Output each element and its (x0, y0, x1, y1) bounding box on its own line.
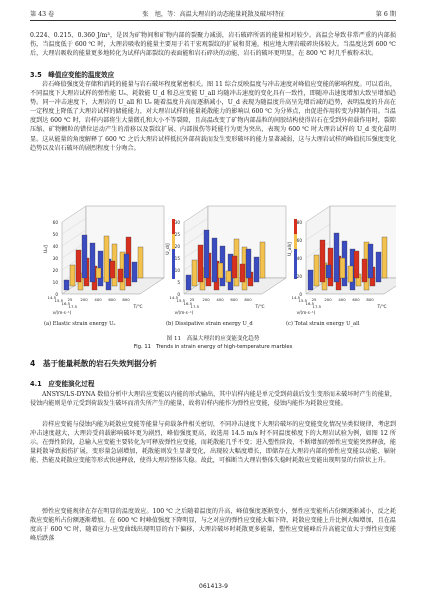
colorbar-segment (172, 249, 175, 254)
z-tick-label: 40 (296, 256, 302, 261)
z-tick-label: 5 (177, 280, 180, 285)
paragraph-temperature-effect: 弹性应变能规律在存在明显的温度效应。100 ℃ 之后随着温度的升高，峰值强度逐渐变小，弹性应变能所占份额逐渐减小，反之耗散应变能所占份额逐渐增加。在 600 ℃ 时峰值强度下降明显，与之对应的弹性应变能大幅下降，耗散应变能上升比例大幅增加，且在温度高于 600 ℃ 时，随着应力-应变曲线出现明显的右下偏移，大理岩破坏时耗散更多能量，塑性应变能峰后升高能定值大于弹性应变能峰后跌落 (30, 508, 396, 543)
z-tick-label: 60 (296, 238, 302, 243)
bar (334, 233, 339, 282)
z-tick-label: 20 (296, 274, 302, 279)
colorbar-segment (294, 264, 297, 269)
temperature-axis-label: T/℃ (377, 305, 387, 310)
temperature-tick-label: 25 (189, 297, 195, 302)
colorbar-segment (294, 249, 297, 254)
z-tick-label: 0 (55, 292, 58, 297)
z-tick-label: 10 (174, 268, 180, 273)
bar (340, 258, 345, 278)
running-title: 张 旭，等：高温大理岩的动态能量耗散及破坏特征 (142, 11, 285, 18)
velocity-tick-label: 17.5 (68, 304, 77, 309)
bar (90, 243, 95, 282)
bar (76, 250, 81, 282)
bar (326, 265, 331, 278)
temperature-tick-label: 400 (216, 297, 224, 302)
bar (96, 268, 101, 278)
temperature-tick-label: 600 (352, 297, 360, 302)
z-tick-label: 25 (174, 232, 180, 237)
z-tick-label: 30 (174, 220, 180, 225)
bar (254, 257, 259, 282)
bar (118, 269, 123, 282)
temperature-tick-label: 400 (338, 297, 346, 302)
bar (186, 275, 191, 290)
velocity-tick-label: 15.5 (298, 298, 307, 303)
z-tick-label: 15 (174, 256, 180, 261)
bar (104, 236, 109, 282)
bar (198, 245, 203, 282)
velocity-axis-label: v/(m·s⁻¹) (174, 310, 194, 315)
bar (376, 252, 381, 282)
bar (240, 264, 245, 282)
bar (218, 263, 223, 278)
journal-volume: 第 43 卷 (30, 11, 55, 18)
panel-a-caption: (a) Elastic strain energy Uₑ (44, 321, 116, 327)
velocity-axis-label: v/(m·s⁻¹) (296, 310, 316, 315)
paragraph-ansys: ANSYS/LS-DYNA 数值分析中大理岩应变能以内能的形式输出，其中岩样内能是单元受到荷载后发生变形而未破坏时产生的能量，侵蚀内能则是单元受到荷载发生破坏而消失所产生的能量，故将岩样内能作为弹性应变能，侵蚀内能作为耗散应变能。 (30, 391, 396, 408)
bar (64, 280, 69, 290)
velocity-tick-label: 16.5 (305, 301, 314, 306)
journal-issue: 第 6 期 (375, 11, 396, 18)
paragraph-peak-energy: 岩石峰值强度处存储和消耗的能量与岩石破坏程度紧密相关。图 11 综合反映温度与冲击速度对峰值应变能的影响程度。可以看出，不同温度下大理岩试样的弹性能 Uₑ、耗散能 U_d 和总应变能 U_all 均随冲击速度的变化具有一致性，即随冲击速度增加大致呈增加趋势。同一冲击速度下，大理岩的 U_all 和 Uₑ 随着温度升高而逐渐减小，U_d 表现为随温度升高呈先增后减的趋势，表明温度的升高在一定程度上降低了大理岩试样的储能能力，对大理岩试样的能量耗散能力的影响以 600 ℃ 为分界点，由促进作用转变为抑制作用。当温度到达 600 ℃ 时，岩样内部将生大量微孔和大小不等裂隙，且高温改变了矿物内部晶粒的间胶结构使得岩石在受到外荷载作用时，裂隙压缩、矿物颗粒的错位运动产生的滑移以及裂纹扩展、内部损伤等耗能行为更为突出，表现为 600 ℃ 时大理岩试样的 U_d 变化最明显。这从能量的角度解释了 600 ℃ 之后大理岩试样抵抗外部荷载而发生变形破坏的能力显著减弱，这与大理岩试样的峰值抗压强度变化趋势以及岩石破坏的剧烈程度十分吻合。 (30, 81, 396, 152)
z-tick-label: 0 (299, 292, 302, 297)
bar (368, 244, 373, 278)
bar (246, 249, 251, 278)
bar (132, 262, 137, 282)
bar (82, 235, 87, 278)
figure-11-caption-cn: 图 11 高温大理岩的应变能变化趋势 (166, 336, 260, 342)
page-number: 061413-9 (199, 583, 228, 590)
bar (348, 266, 353, 282)
velocity-tick-label: 16.5 (183, 301, 192, 306)
bar (70, 265, 75, 286)
z-tick-label: 80 (296, 220, 302, 225)
panel-b-caption: (b) Dissipative strain energy U_d (166, 321, 253, 327)
colorbar-segment (172, 274, 175, 279)
bar (192, 260, 197, 286)
bar (308, 270, 313, 290)
bar (212, 238, 217, 282)
z-tick-label: 0 (177, 292, 180, 297)
z-axis-label: U_all/J (288, 242, 293, 256)
temperature-axis-label: T/℃ (133, 305, 143, 310)
z-tick-label: 20 (52, 268, 58, 273)
paragraph-continued: 0.224、0.215、0.360 J/m³，是因为矿物间和矿物内部的裂聚力减弱，岩石破碎所需的能量相对较少。高温会导致非常严重的内部损伤，当温度低于 600 ℃ 时，大理岩吸收的能量主要用于若干宏观裂纹的扩展和贯通，相应地大理岩破碎块体较大。当温度达到 600 ℃ 后，大理岩吸收的能量更多地转化为试样内部裂纹的表面能和岩石碎块的动能，岩石的破坏更明显，在 800 ℃ 时几乎被粉末状。 (30, 32, 398, 58)
velocity-tick-label: 14.5 (291, 295, 300, 300)
z-tick-label: 40 (52, 244, 58, 249)
velocity-axis-label: v/(m·s⁻¹) (52, 310, 72, 315)
velocity-tick-label: 17.5 (312, 304, 321, 309)
bar (354, 251, 359, 278)
header-rule (30, 20, 396, 21)
velocity-tick-label: 15.5 (54, 298, 63, 303)
z-axis-label: U_d/J (166, 243, 171, 255)
temperature-axis-label: T/℃ (255, 305, 265, 310)
velocity-tick-label: 16.5 (61, 301, 70, 306)
velocity-tick-label: 14.5 (47, 295, 56, 300)
temperature-tick-label: 25 (311, 297, 317, 302)
colorbar-segment (294, 229, 297, 234)
bar (110, 261, 115, 278)
z-tick-label: 20 (174, 244, 180, 249)
bar (320, 240, 325, 282)
temperature-tick-label: 200 (324, 297, 332, 302)
z-axis-label: Uₑ/J (44, 244, 49, 254)
temperature-tick-label: 800 (366, 297, 374, 302)
bar (204, 230, 209, 278)
velocity-tick-label: 14.5 (169, 295, 178, 300)
figure-11-caption-en: Fig. 11 Trends in strain energy of high-temperature marbles (133, 344, 293, 350)
figure-11-plots (30, 194, 396, 324)
z-tick-label: 50 (52, 232, 58, 237)
section-heading-4: 4 基于能量耗散的岩石失效判据分析 (30, 359, 157, 368)
bar (124, 254, 129, 278)
temperature-tick-label: 25 (67, 297, 73, 302)
bar (138, 247, 143, 278)
temperature-tick-label: 400 (94, 297, 102, 302)
bar (260, 242, 265, 278)
bar (314, 255, 319, 286)
colorbar-segment (294, 244, 297, 249)
z-tick-label: 10 (52, 280, 58, 285)
temperature-tick-label: 200 (80, 297, 88, 302)
bar (232, 256, 237, 278)
figure-11 (30, 194, 396, 324)
panel-c-caption: (c) Total strain energy U_all (286, 321, 360, 327)
temperature-tick-label: 800 (122, 297, 130, 302)
temperature-tick-label: 600 (108, 297, 116, 302)
temperature-tick-label: 800 (244, 297, 252, 302)
bar (382, 237, 387, 278)
section-heading-3-5: 3.5 峰值应变能的温度效应 (30, 71, 115, 79)
temperature-tick-label: 600 (230, 297, 238, 302)
bar (362, 259, 367, 282)
z-tick-label: 60 (52, 220, 58, 225)
velocity-tick-label: 17.5 (190, 304, 199, 309)
paragraph-energy-evolution: 岩样应变能与侵蚀内能为耗散应变能等能量与荷载条件相关密切，不同冲击速度下大理岩破坏的应变能变化情况呈类似规律，考虑到冲击速度越大，大理岩受荷载影响破坏更为剧烈，峰值强度更高，故选用 14.5 m/s 时不同温度梯度下的大理岩试验为例，如图 12 所示。在弹性阶段，总输入应变能主要转化为可释放弹性应变能，而耗散能几乎不变；进入塑性阶段，不断增加的弹性应变能突然释放，能量耗散导致损伤扩展，变形量急剧增加，耗散能则发生显著变化，出现较大幅度增长，即储存在大理岩内部的弹性应变能以动能、辐射能、热能及耗散应变能等形式快速释放，使得大理岩整体失稳。故此，可推断当大理岩整体失稳时耗散应变能出现明显的台阶状上升。 (30, 421, 396, 465)
velocity-tick-label: 15.5 (176, 298, 185, 303)
section-heading-4-1: 4.1 应变能演化过程 (30, 380, 95, 388)
temperature-tick-label: 200 (202, 297, 210, 302)
z-tick-label: 30 (52, 256, 58, 261)
bar (226, 271, 231, 282)
